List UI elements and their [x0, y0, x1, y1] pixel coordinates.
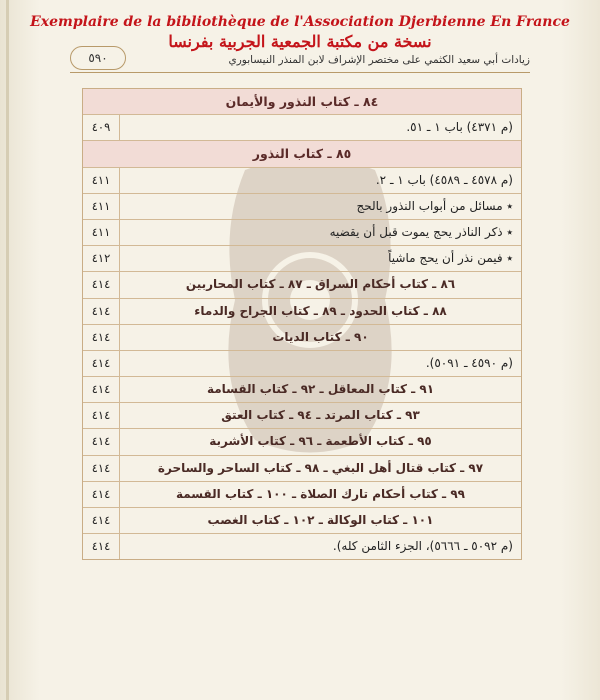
contents-row: [83, 456, 521, 482]
entry-title: ١٠١ ـ كتاب الوكالة ـ ١٠٢ ـ كتاب الغصب: [207, 513, 434, 527]
contents-row: [83, 299, 521, 325]
entry-title: (م ٤٥٩٠ ـ ٥٠٩١).: [425, 355, 513, 370]
contents-row: [83, 246, 521, 272]
entry-title: (م ٤٥٧٨ ـ ٤٥٨٩) باب ١ ـ ٢.: [375, 172, 513, 187]
entry-page-number: ٤١٤: [83, 508, 120, 533]
entry-title: ٭ فيمن نذر أن يحج ماشياً: [388, 251, 513, 266]
entry-page-number: ٤١٤: [83, 534, 120, 559]
library-watermark-arabic: نسخة من مكتبة الجمعية الجربية بفرنسا: [168, 32, 432, 51]
contents-row: [83, 194, 521, 220]
contents-row: [83, 534, 521, 559]
entry-title: (م ٥٠٩٢ ـ ٥٦٦٦)، الجزء الثامن كله).: [332, 539, 513, 554]
contents-row: [83, 115, 521, 141]
entry-title: ٩٧ ـ كتاب قتال أهل البغي ـ ٩٨ ـ كتاب الساحر والساحرة: [157, 460, 484, 475]
entry-title: ٭ مسائل من أبواب النذور بالحج: [356, 198, 513, 213]
section-heading-row: [83, 89, 521, 115]
page-gutter: [6, 0, 9, 700]
entry-page-number: ٤١٤: [83, 403, 120, 428]
entry-title: ٨٨ ـ كتاب الحدود ـ ٨٩ ـ كتاب الجراح والدماء: [194, 303, 447, 318]
contents-row: [83, 429, 521, 455]
entry-page-number: ٤١٤: [83, 299, 120, 324]
contents-row: [83, 272, 521, 298]
entry-title: (م ٤٣٧١) باب ١ ـ ٥١.: [406, 120, 513, 135]
contents-row: [83, 377, 521, 403]
contents-row: [83, 325, 521, 351]
entry-page-number: ٤٠٩: [83, 115, 120, 140]
library-watermark-latin: Exemplaire de la bibliothèque de l'Association Djerbienne En France: [30, 14, 570, 30]
contents-row: [83, 482, 521, 508]
contents-row: [83, 168, 521, 194]
entry-title: ٨٥ ـ كتاب النذور: [252, 146, 352, 162]
contents-row: [83, 508, 521, 534]
entry-page-number: ٤١٤: [83, 351, 120, 376]
contents-table: [82, 88, 522, 560]
section-heading-row: [83, 141, 521, 167]
entry-title: ٩٥ ـ كتاب الأطعمة ـ ٩٦ ـ كتاب الأشربة: [209, 434, 432, 449]
entry-title: ٩٠ ـ كتاب الديات: [272, 329, 369, 344]
entry-title: ٩٩ ـ كتاب أحكام تارك الصلاة ـ ١٠٠ ـ كتاب القسمة: [175, 486, 465, 501]
entry-title: ٩١ ـ كتاب المعاقل ـ ٩٢ ـ كتاب القسامة: [206, 382, 435, 397]
entry-page-number: ٤١٤: [83, 377, 120, 402]
entry-page-number: ٤١١: [83, 220, 120, 245]
running-header: [70, 50, 530, 73]
entry-page-number: ٤١٤: [83, 272, 120, 297]
entry-title: ٭ ذكر الناذر يحج يموت قبل أن يقضيه: [329, 224, 513, 239]
entry-page-number: ٤١٢: [83, 246, 120, 271]
running-title: زيادات أبي سعيد الكثمي على مختصر الإشراف لابن المنذر النيسابوري: [228, 54, 530, 66]
contents-row: [83, 351, 521, 377]
entry-title: ٩٣ ـ كتاب المرتد ـ ٩٤ ـ كتاب العتق: [221, 408, 420, 423]
entry-page-number: ٤١٤: [83, 429, 120, 454]
entry-page-number: ٤١١: [83, 168, 120, 193]
entry-page-number: ٤١١: [83, 194, 120, 219]
contents-row: [83, 403, 521, 429]
entry-page-number: ٤١٤: [83, 482, 120, 507]
entry-title: ٨٤ ـ كتاب النذور والأيمان: [225, 94, 379, 109]
entry-page-number: ٤١٤: [83, 456, 120, 481]
entry-page-number: ٤١٤: [83, 325, 120, 350]
page-number: ٥٩٠: [70, 46, 126, 70]
entry-title: ٨٦ ـ كتاب أحكام السراق ـ ٨٧ ـ كتاب المحاربين: [185, 277, 456, 292]
contents-row: [83, 220, 521, 246]
